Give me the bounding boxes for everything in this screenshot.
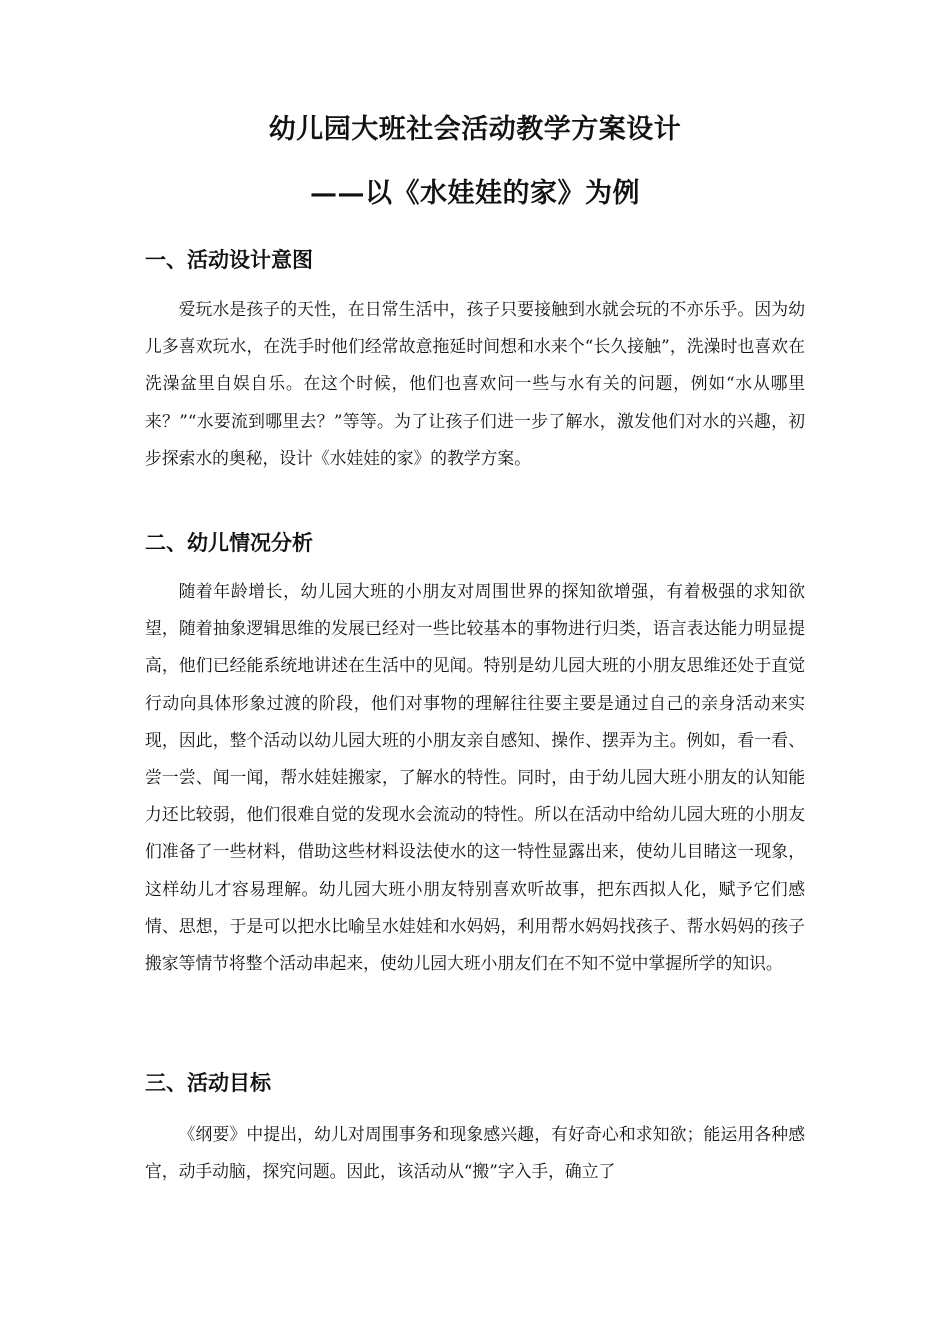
section-paragraph-child-analysis: 随着年龄增长，幼儿园大班的小朋友对周围世界的探知欲增强，有着极强的求知欲望，随着抽象逻辑思维的发展已经对一些比较基本的事物进行归类，语言表达能力明显提高，他们已经能系统地讲述在生活中的见闻。特别是幼儿园大班的小朋友思维还处于直觉行动向具体形象过渡的阶段，他们对事物的理解往往要主要是通过自己的亲身活动来实现，因此，整个活动以幼儿园大班的小朋友亲自感知、操作、摆弄为主。例如，看一看、尝一尝、闻一闻，帮水娃娃搬家，了解水的特性。同时，由于幼儿园大班小朋友的认知能力还比较弱，他们很难自觉的发现水会流动的特性。所以在活动中给幼儿园大班的小朋友们准备了一些材料，借助这些材料设法使水的这一特性显露出来，使幼儿目睹这一现象，这样幼儿才容易理解。幼儿园大班小朋友特别喜欢听故事，把东西拟人化，赋予它们感情、思想，于是可以把水比喻呈水娃娃和水妈妈，利用帮水妈妈找孩子、帮水妈妈的孩子搬家等情节将整个活动串起来，使幼儿园大班小朋友们在不知不觉中掌握所学的知识。	[145, 581, 805, 974]
section-paragraph-activity-goals: 《纲要》中提出，幼儿对周围事务和现象感兴趣，有好奇心和求知欲；能运用各种感官，动手动脑，探究问题。因此，该活动从“搬”字入手，确立了	[145, 1124, 805, 1182]
section-paragraph-design-intent: 爱玩水是孩子的天性，在日常生活中，孩子只要接触到水就会玩的不亦乐乎。因为幼儿多喜欢玩水，在洗手时他们经常故意拖延时间想和水来个“长久接触”，洗澡时也喜欢在洗澡盆里自娱自乐。在这个时候，他们也喜欢问一些与水有关的问题，例如“水从哪里来？”“水要流到哪里去？”等等。为了让孩子们进一步了解水，激发他们对水的兴趣，初步探索水的奥秘，设计《水娃娃的家》的教学方案。	[145, 299, 805, 468]
section-heading-child-analysis: 二、幼儿情况分析	[145, 530, 313, 555]
document-title: 幼儿园大班社会活动教学方案设计	[268, 114, 682, 145]
document-subtitle: ——以《水娃娃的家》为例	[310, 178, 640, 209]
section-heading-design-intent: 一、活动设计意图	[145, 247, 313, 272]
section-heading-activity-goals: 三、活动目标	[145, 1070, 271, 1095]
